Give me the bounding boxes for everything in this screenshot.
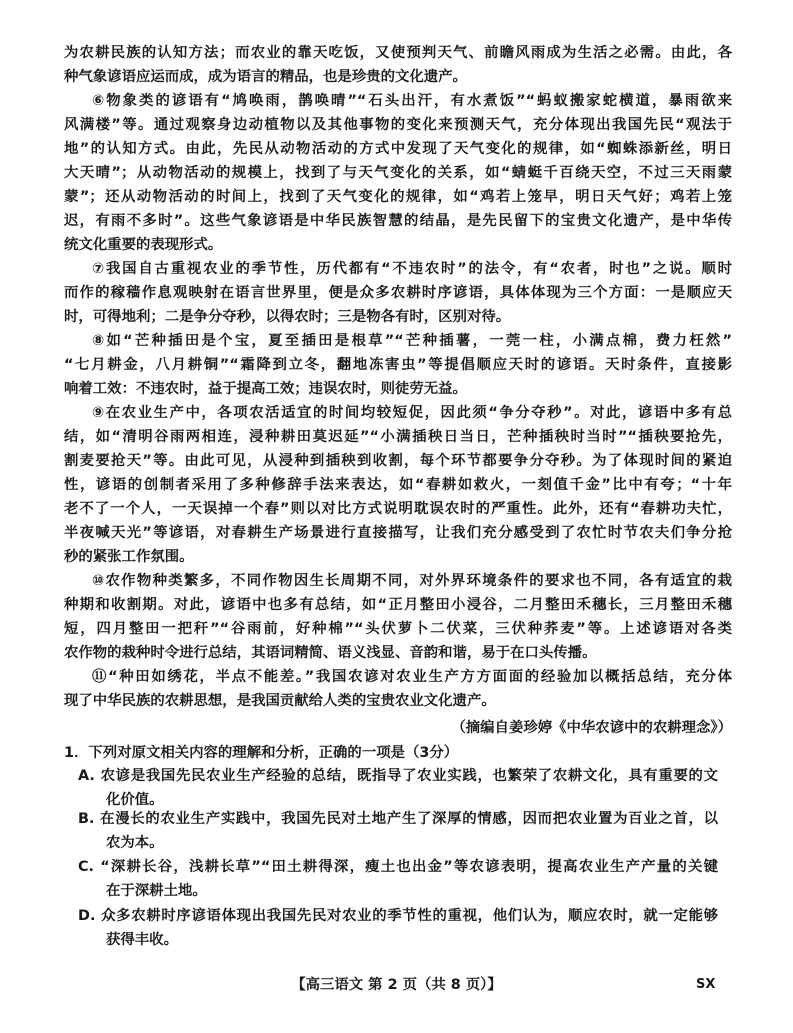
passage-line: “七月耕金，八月耕铜”“霜降到立冬，翻地冻害虫”等提倡顺应天时的谚语。天时条件，直接影 bbox=[64, 357, 732, 373]
passage-line: 种期和收割期。对此，谚语中也多有总结，如“正月整田小浸谷，二月整田禾穗长，三月整田禾穗 bbox=[64, 597, 732, 613]
option-b-line-1: B. 在漫长的农业生产实践中，我国先民对土地产生了深厚的情感，因而把农业置为百业之首，以 bbox=[78, 811, 718, 827]
reading-passage bbox=[64, 41, 732, 713]
passage-line: 大天晴”；从动物活动的规模上，找到了与天气变化的关系，如“蜻蜓千百绕天空，不过三天雨蒙 bbox=[64, 165, 732, 181]
passage-line: 迟，有雨不多时”。这些气象谚语是中华民族智慧的结晶，是先民留下的宝贵文化遗产，是中华传 bbox=[64, 213, 732, 229]
passage-line: 时，可得地利；二是争分夺秒，以得农时；三是物各有时，区别对待。 bbox=[64, 309, 511, 325]
option-b-line-2: 农为本。 bbox=[106, 835, 164, 851]
passage-line: 短，四月整田一把秆”“谷雨前，好种棉”“头伏萝卜二伏菜，三伏种荞麦”等。上述谚语对各类 bbox=[64, 621, 732, 637]
footer-code: SX bbox=[696, 977, 716, 992]
passage-line: 农作物的栽种时令进行总结，其语词精简、语义浅显、音韵和谐，易于在口头传播。 bbox=[64, 645, 597, 661]
passage-line: 而作的稼穑作息观映射在语言世界里，便是众多农耕时序谚语，具体体现为三个方面：一是顺应天 bbox=[64, 285, 732, 301]
passage-line: 风满楼”等。通过观察身边动植物以及其他事物的变化来预测天气，充分体现出我国先民“观法于 bbox=[64, 117, 732, 133]
option-c-line-1: C. “深耕长谷，浅耕长草”“田土耕得深，瘦土也出金”等农谚表明，提高农业生产产量的关键 bbox=[78, 859, 718, 875]
passage-line: ⑩农作物种类繁多，不同作物因生长周期不同，对外界环境条件的要求也不同，各有适宜的栽 bbox=[92, 573, 732, 589]
passage-source: （摘编自姜珍婷《中华农谚中的农耕理念》） bbox=[451, 720, 732, 736]
passage-line: 结，如“清明谷雨两相连，浸种耕田莫迟延”“小满插秧日当日，芒种插秧时当时”“插秧要抢先， bbox=[64, 429, 732, 445]
passage-line: 为农耕民族的认知方法；而农业的靠天吃饭，又使预判天气、前瞻风雨成为生活之必需。由此，各 bbox=[64, 45, 732, 61]
option-c-line-2: 在于深耕土地。 bbox=[106, 883, 207, 899]
question-stem: 1．下列对原文相关内容的理解和分析，正确的一项是（3分） bbox=[64, 745, 459, 761]
passage-line: ⑦我国自古重视农业的季节性，历代都有“不违农时”的法令，有“农者，时也”之说。顺时 bbox=[92, 261, 732, 277]
passage-line: 老不了一个人，一天误掉一个春”则以对比方式说明耽误农时的严重性。此外，还有“春耕功夫忙， bbox=[64, 501, 732, 517]
option-d-line-2: 获得丰收。 bbox=[106, 932, 178, 948]
passage-line: ⑨在农业生产中，各项农活适宜的时间均较短促，因此须“争分夺秒”。对此，谚语中多有总 bbox=[92, 405, 732, 421]
option-d-line-1: D. 众多农耕时序谚语体现出我国先民对农业的季节性的重视，他们认为，顺应农时，就一定能够 bbox=[78, 908, 718, 924]
passage-line: ⑪“种田如绣花，半点不能差。”我国农谚对农业生产方方面面的经验加以概括总结，充分体 bbox=[92, 669, 732, 685]
passage-line: 割麦要抢天”等。由此可见，从浸种到插秧到收割，每个环节都要争分夺秒。为了体现时间的紧迫 bbox=[64, 453, 732, 469]
passage-line: 现了中华民族的农耕思想，是我国贡献给人类的宝贵农业文化遗产。 bbox=[64, 693, 496, 709]
passage-line: 半夜喊天光”等谚语，对春耕生产场景进行直接描写，让我们充分感受到了农忙时节农夫们争分抢 bbox=[64, 525, 732, 541]
passage-line: 种气象谚语应运而成，成为语言的精品，也是珍贵的文化遗产。 bbox=[64, 69, 467, 85]
passage-line: 响着工效：不违农时，益于提高工效；违误农时，则徒劳无益。 bbox=[64, 381, 467, 397]
passage-line: 蒙”；还从动物活动的时间上，找到了天气变化的规律，如“鸡若上笼早，明日天气好；鸡若上笼 bbox=[64, 189, 732, 205]
option-a-line-2: 化价值。 bbox=[106, 792, 164, 808]
passage-line: 地”的认知方式。由此，先民从动物活动的方式中发现了天气变化的规律，如“蜘蛛添新丝，明日 bbox=[64, 141, 732, 157]
passage-line: 秒的紧张工作氛围。 bbox=[64, 549, 194, 565]
passage-line: ⑧如“芒种插田是个宝，夏至插田是根草”“芒种插薯，一莞一柱，小满点棉，费力枉然” bbox=[92, 333, 732, 349]
option-a-line-1: A. 农谚是我国先民农业生产经验的总结，既指导了农业实践，也繁荣了农耕文化，具有重要的文 bbox=[78, 768, 718, 784]
page-footer: 【高三语文 第 2 页（共 8 页）】 bbox=[291, 977, 502, 993]
option-d[interactable] bbox=[78, 904, 718, 952]
passage-line: 性，谚语的创制者采用了多种修辞手法来表达，如“春耕如救火，一刻值千金”比中有夸；“十年 bbox=[64, 477, 732, 493]
passage-line: ⑥物象类的谚语有“鸠唤雨，鹊唤晴”“石头出汗，有水煮饭”“蚂蚁搬家蛇横道，暴雨欲来 bbox=[92, 93, 732, 109]
passage-line: 统文化重要的表现形式。 bbox=[64, 237, 223, 253]
option-c[interactable] bbox=[78, 855, 718, 903]
option-a[interactable] bbox=[78, 764, 718, 812]
option-b[interactable] bbox=[78, 807, 718, 855]
